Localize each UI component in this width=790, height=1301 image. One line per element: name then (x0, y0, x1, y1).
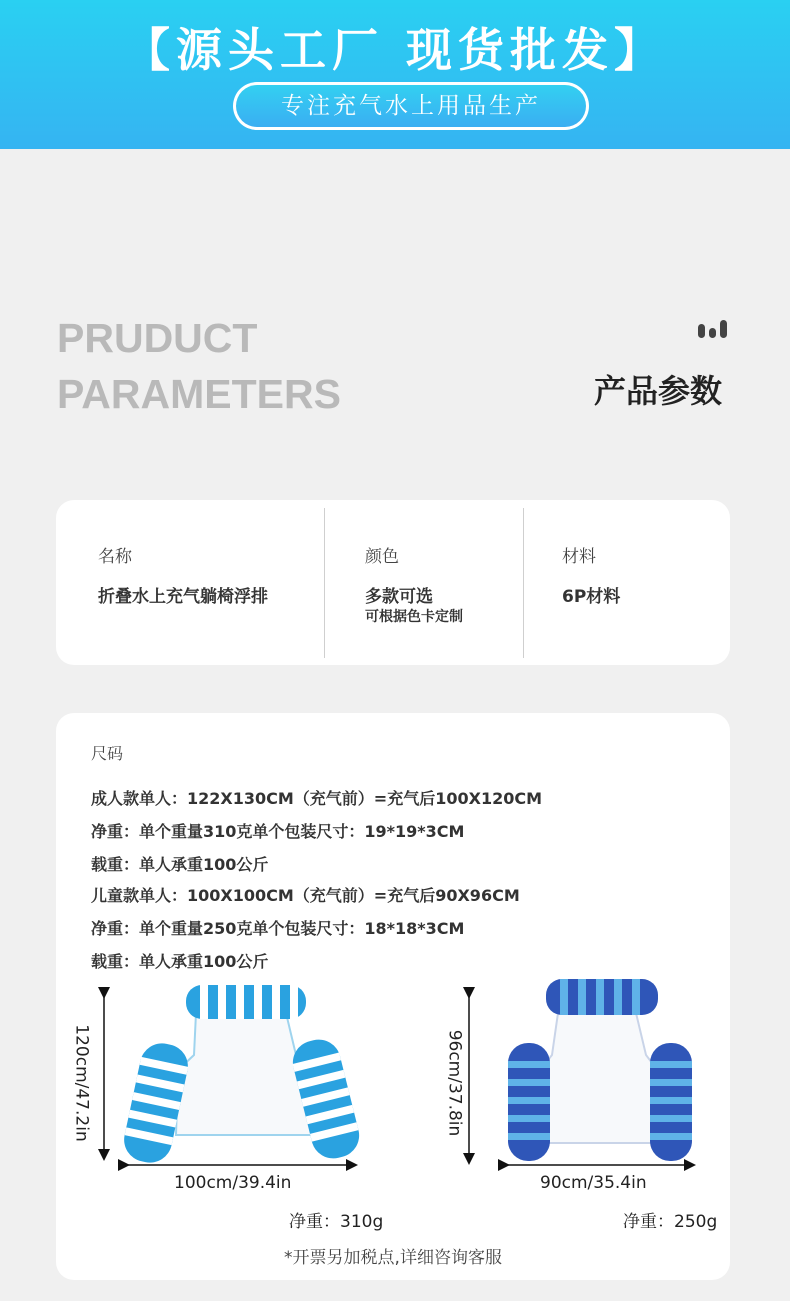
param-value-material: 6P材料 (562, 587, 621, 607)
spec-line: 净重：单个重量310克单个包装尺寸：19*19*3CM (91, 822, 465, 841)
divider (523, 508, 524, 658)
footnote: *开票另加税点,详细咨询客服 (284, 1248, 502, 1268)
divider (324, 508, 325, 658)
spec-title: 尺码 (91, 744, 124, 763)
param-value-color: 多款可选 (365, 587, 433, 607)
product-width-adult: 100cm/39.4in (174, 1173, 292, 1193)
product-height-kids: 96cm/37.8in (444, 1029, 465, 1137)
spec-line: 儿童款单人：100X100CM（充气前）=充气后90X96CM (91, 886, 520, 905)
product-weight-kids: 净重：250g (623, 1212, 718, 1232)
banner-subtitle: 专注充气水上用品生产 (236, 85, 586, 127)
product-weight-adult: 净重：310g (289, 1212, 384, 1232)
banner-title: 【源头工厂 现货批发】 (123, 23, 666, 77)
chinese-heading: 产品参数 (594, 372, 723, 410)
spec-line: 成人款单人：122X130CM（充气前）=充气后100X120CM (91, 789, 543, 808)
product-width-kids: 90cm/35.4in (540, 1173, 647, 1193)
english-heading (57, 310, 341, 422)
bar-chart-icon (698, 318, 728, 338)
spec-line: 载重：单人承重100公斤 (91, 952, 269, 971)
banner-subtitle-pill (233, 82, 589, 130)
param-label-name: 名称 (98, 547, 132, 567)
param-label-color: 颜色 (365, 547, 399, 567)
spec-line: 载重：单人承重100公斤 (91, 855, 269, 874)
top-banner (0, 0, 790, 149)
english-heading-line2: PARAMETERS (57, 371, 341, 417)
product-image-adult (66, 975, 366, 1185)
spec-line: 净重：单个重量250克单个包装尺寸：18*18*3CM (91, 919, 465, 938)
english-heading-line1: PRUDUCT (57, 315, 258, 361)
product-height-adult: 120cm/47.2in (71, 1024, 92, 1142)
spec-card (56, 713, 730, 1280)
product-image-kids (436, 975, 726, 1185)
params-card (56, 500, 730, 665)
param-value-name: 折叠水上充气躺椅浮排 (98, 587, 268, 607)
param-label-material: 材料 (562, 547, 596, 567)
param-sub-color: 可根据色卡定制 (365, 609, 463, 625)
